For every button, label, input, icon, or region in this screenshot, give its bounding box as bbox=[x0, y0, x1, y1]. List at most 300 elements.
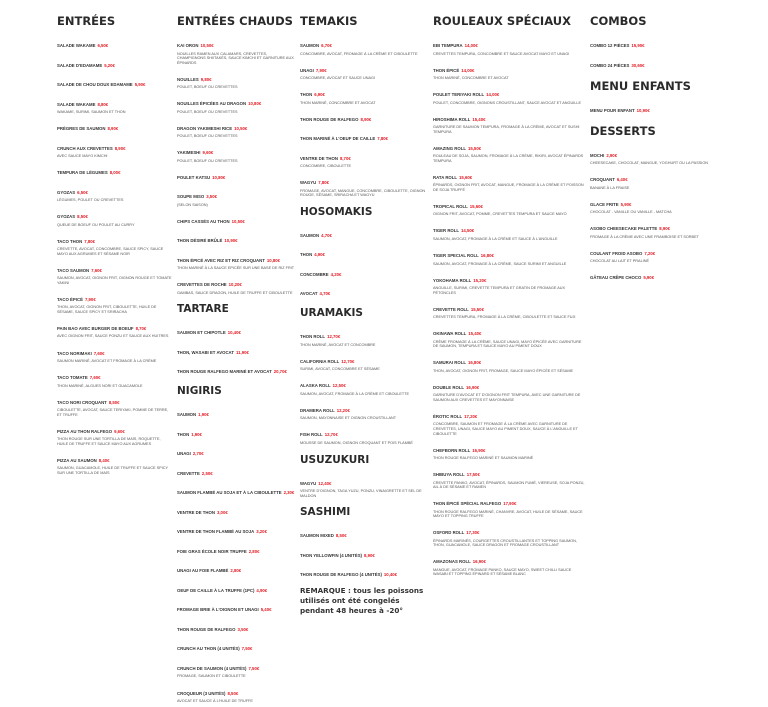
menu-item-description: CREVETTE PANKO, AVOCAT, ÉPINARDS, SAUMON FUMÉ, VIEREUSE, SOJA PONZU, AIL À DE SÉSAME ET RAMEN bbox=[433, 480, 585, 490]
menu-item bbox=[590, 145, 760, 166]
menu-item-line bbox=[433, 220, 585, 236]
menu-item bbox=[57, 74, 172, 90]
menu-item-price: 15,60€ bbox=[459, 174, 473, 180]
menu-item-description: GARNITURE DE SAUMON TEMPURA, FROMAGE À LA CRÈME, AVOCAT ET SUSHI TEMPURA bbox=[433, 125, 580, 134]
menu-column-4 bbox=[433, 14, 585, 581]
menu-item bbox=[433, 270, 585, 296]
menu-item-line bbox=[177, 482, 295, 498]
menu-item-description: GARNITURE D'AVOCAT ET D'OIGNON FRIT TEMPURA, AVEC UNE GARNITURE DE SAUMON AUX CREVETTES ET MAYONNAISE bbox=[433, 393, 581, 402]
menu-item-price: 10,50€ bbox=[231, 218, 245, 224]
menu-item bbox=[177, 599, 295, 615]
menu-item-line bbox=[300, 545, 428, 561]
menu-item bbox=[300, 326, 428, 347]
menu-item-price: 5,40€ bbox=[260, 607, 272, 613]
menu-item-description: FROMAGE, AVOCAT, MANGUE, CONCOMBRE, CIBOULETTE, OIGNON ROUGE, SÉSAME, SRIRACHA ET WAGYU bbox=[300, 188, 426, 198]
menu-item-price: 12,20€ bbox=[336, 407, 350, 413]
menu-item bbox=[300, 564, 428, 580]
section-desserts bbox=[590, 124, 760, 284]
section-entrees-chauds bbox=[177, 14, 295, 295]
menu-item-price: 10,40€ bbox=[383, 572, 398, 578]
menu-item-line bbox=[433, 167, 585, 183]
menu-item-price: 12,70€ bbox=[341, 358, 355, 364]
menu-item-price: 15,50€ bbox=[470, 306, 484, 312]
menu-item-price: 1,90€ bbox=[191, 431, 202, 437]
menu-item-name: CREVETTES DE ROCHE bbox=[177, 282, 227, 288]
menu-item-description: NOUILLES RAMEN AUX CALAMARS, CREVETTES, CHAMPIGNONS SHIITAKÉS, SAUCE KIMCHI ET GARNITURE AUX ÉPINARDS bbox=[177, 51, 294, 65]
menu-item-line bbox=[177, 230, 295, 246]
menu-item-line bbox=[57, 421, 172, 437]
menu-item bbox=[300, 545, 428, 561]
menu-item-name: TACO NORIMAKI bbox=[57, 350, 92, 356]
menu-item-line bbox=[177, 211, 295, 227]
menu-item-name: RATA ROLL bbox=[433, 174, 458, 180]
menu-item-price: 9,60€ bbox=[202, 150, 214, 156]
menu-item bbox=[177, 502, 295, 518]
menu-item-line bbox=[177, 322, 295, 338]
menu-item-price: 5,90€ bbox=[620, 201, 632, 207]
menu-item-description: SAUMON, AVOCAT, FROMAGE À LA CRÈME ET SAUCE À L'ANGUILLE bbox=[433, 236, 558, 241]
menu-item-description: ÉPINARDS MARINÉS, COURGETTES CROUSTILLANTES ET TOPPING SAUMON, THON, GUACAMOLE, SAUCE DRAGON ET FROMAGE CROUSTILLANT bbox=[433, 538, 577, 548]
menu-item-line bbox=[177, 361, 295, 377]
menu-item bbox=[57, 162, 172, 178]
menu-item-price: 7,80€ bbox=[377, 136, 389, 142]
menu-item bbox=[300, 525, 428, 541]
menu-item bbox=[57, 318, 172, 339]
menu-item-description: AVEC SAUCE MAYO KIMCHI bbox=[57, 154, 108, 159]
menu-item bbox=[57, 450, 172, 476]
menu-item bbox=[177, 250, 295, 271]
menu-item bbox=[177, 186, 295, 207]
menu-item-name: KAI ORON bbox=[177, 43, 199, 48]
menu-item-line bbox=[300, 351, 428, 367]
menu-item-description: THON ROUGE RALFEGO MARINÉ ET SAUMON MARINÉ bbox=[433, 456, 534, 461]
menu-item-description: GAMBAS, SAUCE DRAGON, HUILE DE TRUFFE ET CIBOULETTE bbox=[177, 290, 293, 295]
section-hosomakis bbox=[300, 206, 428, 300]
menu-item-price: 4,90€ bbox=[256, 587, 268, 593]
menu-item-name: NOUILLES bbox=[177, 76, 199, 82]
menu-item-line bbox=[177, 599, 295, 615]
menu-item-line bbox=[300, 128, 428, 144]
menu-item-price: 8,50€ bbox=[227, 690, 239, 696]
menu-item-name: SAUMON MIXED bbox=[300, 533, 334, 539]
menu-item-description: SAUMON, MAYONNAISE ET OIGNON CROUSTILLANT bbox=[300, 416, 397, 421]
menu-item-name: THON DÉSIRÉ BRÛLÉ bbox=[177, 238, 223, 244]
menu-item-line bbox=[590, 243, 760, 259]
menu-item bbox=[590, 194, 760, 215]
section-title: ROULEAUX SPÉCIAUX bbox=[433, 14, 571, 28]
menu-item-line bbox=[177, 683, 295, 699]
menu-item-price: 7,90€ bbox=[315, 67, 327, 73]
menu-item-line bbox=[300, 525, 428, 541]
menu-item-price: 10,50€ bbox=[200, 43, 214, 48]
menu-item bbox=[300, 424, 428, 445]
menu-item bbox=[57, 118, 172, 134]
menu-item-line bbox=[300, 326, 428, 342]
menu-item-price: 2,80€ bbox=[230, 568, 242, 574]
menu-item-line bbox=[177, 342, 295, 358]
menu-item bbox=[177, 521, 295, 537]
menu-item-price: 2,30€ bbox=[283, 490, 295, 496]
menu-item bbox=[177, 443, 295, 459]
menu-item-description: POULET, BOEUF OU CREVETTES bbox=[177, 85, 238, 90]
menu-item-line bbox=[300, 60, 428, 76]
menu-item-description: CIBOULETTE, AVOCAT, SAUCE TERIYAKI, POMME DE TERRE, ET TRUFFE bbox=[57, 408, 169, 417]
menu-item bbox=[57, 289, 172, 315]
section-menu-enfants bbox=[590, 79, 760, 116]
menu-item-price: 8,40€ bbox=[98, 457, 110, 463]
menu-item-name: ASOBO CHEESECAKE PALETTE bbox=[590, 226, 658, 232]
menu-item-name: ALASKA ROLL bbox=[300, 383, 331, 389]
menu-item-line bbox=[433, 270, 585, 286]
menu-item-description: THON ROUGE RALFEGO MARINÉ, CHANVRE, AVOCAT, HUILE DE SÉSAME, SAUCE MAYO ET TOPPING TRUFFE bbox=[433, 509, 583, 519]
menu-item-name: CROQUEUR (3 UNITÉS) bbox=[177, 690, 226, 696]
menu-item bbox=[433, 167, 585, 193]
section-tartare bbox=[177, 303, 295, 377]
menu-item-line bbox=[300, 473, 428, 489]
menu-item-line bbox=[433, 551, 585, 567]
menu-item bbox=[177, 167, 295, 183]
menu-item-line bbox=[57, 55, 172, 71]
menu-item-price: 15,50€ bbox=[467, 145, 482, 151]
menu-item-name: SALADE WAKAME bbox=[57, 101, 96, 107]
menu-item-line bbox=[177, 274, 295, 290]
menu-item bbox=[300, 172, 428, 198]
menu-item-name: TROPICAL ROLL bbox=[433, 203, 468, 209]
menu-item-name: FROMAGE BRIE À L'OIGNON ET UNAGI bbox=[177, 607, 259, 613]
menu-item-name: OKINAWA ROLL bbox=[433, 331, 467, 337]
menu-item-description: CONCOMBRE, SAUMON ET FROMAGE À LA CRÈME AVEC GARNITURE DE CREVETTES, UNAGI, SAUCE MAYO AU PIMENT DOUX, SAUCE À L'ANGUILLE ET CIBOULETTE bbox=[433, 422, 578, 436]
menu-item-price: 20,70€ bbox=[273, 369, 287, 375]
section-title: ENTRÉES bbox=[57, 14, 116, 28]
menu-item-description: CREVETTES TEMPURA, CONCOMBRE ET SAUCE AVOCAT MAYO ET UNAGI bbox=[433, 51, 570, 56]
menu-item bbox=[433, 60, 585, 81]
menu-item-line bbox=[57, 450, 172, 466]
menu-item-line bbox=[300, 424, 428, 440]
menu-item-line bbox=[177, 424, 295, 440]
menu-item-name: CROQUANT bbox=[590, 177, 615, 183]
menu-item-name: THON bbox=[300, 252, 313, 258]
section-sashimi bbox=[300, 506, 428, 580]
menu-item-name: DOUBLE ROLL bbox=[433, 384, 465, 390]
menu-item-price: 1,90€ bbox=[198, 412, 209, 418]
menu-item bbox=[177, 580, 295, 596]
menu-item-line bbox=[433, 35, 585, 51]
menu-item bbox=[300, 351, 428, 372]
menu-item-line bbox=[177, 658, 295, 674]
menu-item-price: 5,90€ bbox=[643, 275, 655, 281]
menu-item bbox=[177, 322, 295, 338]
menu-item-description: LÉGUMES, POULET OU CREVETTES bbox=[57, 198, 124, 203]
menu-item-name: YAKIMESHI bbox=[177, 150, 201, 156]
menu-item-price: 3,50€ bbox=[206, 194, 217, 200]
menu-item-name: SAUMON FLAMBÉ AU SOJA ET À LA CIBOULETTE bbox=[177, 490, 282, 496]
menu-item bbox=[433, 245, 585, 266]
menu-item-description: THON MARINÉ À LA SAUCE EPICÉE SUR UNE BASE DE RIZ FRIT bbox=[177, 266, 295, 271]
menu-item bbox=[300, 109, 428, 125]
menu-item-name: SAUMON bbox=[300, 232, 320, 238]
section-uramakis bbox=[300, 307, 428, 445]
menu-item-line bbox=[177, 142, 295, 158]
menu-item-price: 12,70€ bbox=[327, 334, 341, 340]
menu-item bbox=[177, 361, 295, 377]
menu-item-line bbox=[433, 493, 585, 509]
menu-item bbox=[433, 522, 585, 548]
menu-item-price: 16,90€ bbox=[472, 559, 486, 565]
menu-item-line bbox=[590, 55, 760, 71]
menu-item-name: HIROSHIMA ROLL bbox=[433, 116, 471, 122]
menu-item-description: POULET, BOEUF OU CREVETTES bbox=[177, 134, 238, 139]
menu-item bbox=[177, 683, 295, 704]
menu-item bbox=[57, 94, 172, 115]
menu-item-description: THON MARINÉ, ALGUES NORI ET GUACAMOLE bbox=[57, 383, 143, 388]
menu-item bbox=[177, 658, 295, 679]
menu-item-name: UNAGI bbox=[300, 67, 314, 73]
section-nigiris bbox=[177, 385, 295, 703]
menu-item-price: 2,70€ bbox=[192, 451, 204, 457]
menu-item-price: 8,00€ bbox=[109, 170, 121, 176]
menu-item-name: MOCHI bbox=[590, 152, 605, 158]
menu-item-line bbox=[433, 323, 585, 339]
menu-item bbox=[177, 211, 295, 227]
menu-item-price: 10,80€ bbox=[212, 174, 226, 180]
menu-item-price: 7,60€ bbox=[91, 267, 102, 273]
menu-item-line bbox=[433, 138, 585, 154]
menu-item bbox=[300, 35, 428, 56]
menu-item-description: MOUSSE DE SAUMON, OIGNON CROQUANT ET POIS FLAMBÉ bbox=[300, 440, 413, 445]
menu-item-name: TACO TOMATE bbox=[57, 375, 88, 381]
menu-item bbox=[177, 342, 295, 358]
section-entrees bbox=[57, 14, 172, 475]
menu-column-2 bbox=[177, 14, 295, 707]
menu-item-line bbox=[177, 619, 295, 635]
menu-item-line bbox=[300, 172, 428, 188]
menu-item-name: THON MARINÉ À L'OEUF DE CAILLE bbox=[300, 136, 376, 142]
menu-item-name: UNAGI AU FOIE FLAMBÉ bbox=[177, 568, 229, 574]
menu-item-price: 8,70€ bbox=[339, 155, 351, 161]
menu-item-name: THON ROUGE DE RALFEGO (4 UNITÉS) bbox=[300, 572, 382, 578]
menu-item-price: 10,50€ bbox=[234, 125, 248, 131]
section-title: USUZUKURI bbox=[300, 453, 370, 466]
menu-item-name: SAUMON ET CHIPOTLE bbox=[177, 330, 226, 336]
section-title: TARTARE bbox=[177, 303, 229, 316]
menu-item bbox=[300, 244, 428, 260]
menu-item-price: 12,50€ bbox=[332, 383, 346, 389]
menu-item-name: PAIN BAO AVEC BURGER DE BOEUF bbox=[57, 325, 134, 331]
menu-item-line bbox=[433, 377, 585, 393]
menu-item-price: 7,80€ bbox=[84, 238, 95, 244]
menu-item-name: TIGER SPECIAL ROLL bbox=[433, 253, 479, 259]
menu-item-price: 7,20€ bbox=[644, 250, 656, 256]
menu-item-name: SHIBUYA ROLL bbox=[433, 472, 465, 478]
menu-item bbox=[57, 367, 172, 388]
menu-item-name: YOKOHAMA ROLL bbox=[433, 277, 472, 283]
menu-item-price: 15,60€ bbox=[469, 203, 483, 209]
menu-item-name: WAGYU bbox=[300, 480, 317, 486]
menu-item-name: VENTRE DE THON bbox=[177, 509, 215, 515]
menu-item-name: CHEFBORN ROLL bbox=[433, 447, 471, 453]
menu-item-price: 8,50€ bbox=[77, 214, 88, 220]
menu-item-line bbox=[57, 162, 172, 178]
menu-item-price: 16,90€ bbox=[472, 447, 486, 453]
menu-item bbox=[177, 404, 295, 420]
menu-item-line bbox=[433, 440, 585, 456]
menu-item-line bbox=[177, 167, 295, 183]
menu-item-line bbox=[590, 169, 760, 185]
menu-item-name: CRUNCH AU THON (4 UNITÉS) bbox=[177, 646, 240, 652]
menu-item-name: THON ÉPICÉ SPÉCIAL RALFEGO bbox=[433, 501, 502, 507]
menu-item-name: GYOZAS bbox=[57, 189, 76, 195]
menu-item bbox=[177, 463, 295, 479]
menu-item-price: 6,70€ bbox=[321, 43, 332, 48]
menu-item-price: 8,70€ bbox=[135, 325, 147, 331]
menu-item-description: CREVETTE, AVOCAT, CONCOMBRE, SAUCE SPICY, SAUCE MAYO AUX AGRUMES ET SÉSAME NOIR bbox=[57, 247, 164, 256]
menu-item-price: 7,50€ bbox=[241, 646, 253, 652]
menu-item bbox=[177, 142, 295, 163]
menu-item-description: CHOCOLAT AU LAIT ET PRALINÉ bbox=[590, 259, 650, 264]
menu-item-price: 2,50€ bbox=[201, 470, 213, 476]
menu-item-line bbox=[590, 145, 760, 161]
menu-item bbox=[433, 551, 585, 577]
menu-item bbox=[57, 138, 172, 159]
menu-column-1 bbox=[57, 14, 172, 479]
menu-item-name: SALADE D'EDAMAME bbox=[57, 62, 103, 68]
menu-item bbox=[177, 69, 295, 90]
menu-item bbox=[590, 169, 760, 190]
menu-item-description: POULET, CONCOMBRE, OIGNONS CROUSTILLANT, SAUCE AVOCAT ET ANGUILLE bbox=[433, 100, 582, 105]
menu-item-name: OEUF DE CAILLE À LA TRUFFE (1PC) bbox=[177, 587, 255, 593]
menu-item-price: 30,60€ bbox=[631, 62, 645, 68]
section-temakis bbox=[300, 14, 428, 198]
menu-item bbox=[433, 138, 585, 164]
menu-item-name: CHIPS CASSÉS AU THON bbox=[177, 218, 230, 224]
menu-item-name: PRÉGRES DE SAUMON bbox=[57, 126, 106, 132]
menu-item-name: PIZZA AU THON RALFEGO bbox=[57, 428, 113, 434]
menu-item-price: 5,20€ bbox=[104, 62, 115, 68]
menu-item bbox=[433, 323, 585, 349]
menu-item-name: SAUMON bbox=[300, 43, 320, 48]
menu-item-name: POULET TERIYAKI ROLL bbox=[433, 92, 485, 98]
menu-item-name: TACO NORI CROQUANT bbox=[57, 399, 107, 405]
menu-item-description: FROMAGE, SAUMON ET CIBOULETTE bbox=[177, 674, 246, 679]
menu-item-price: 2,80€ bbox=[248, 548, 260, 554]
menu-item-price: 7,60€ bbox=[89, 375, 101, 381]
menu-item-line bbox=[433, 352, 585, 368]
menu-item-line bbox=[177, 443, 295, 459]
menu-item-name: SAUMON bbox=[177, 412, 197, 418]
menu-item bbox=[57, 206, 172, 227]
menu-item-line bbox=[177, 521, 295, 537]
menu-item-name: CRUNCH DE SAUMON (4 UNITÉS) bbox=[177, 665, 247, 671]
menu-item-name: THON ÉPICÉ AVEC RIZ ET RIZ CROQUANT bbox=[177, 257, 265, 263]
menu-item bbox=[300, 283, 428, 299]
menu-item-line bbox=[590, 267, 760, 283]
menu-item-description: THON, AVOCAT, OIGNON FRIT, FROMAGE, SAUCE MAYO ÉPICÉE ET SÉSAME bbox=[433, 368, 574, 373]
menu-item-line bbox=[177, 35, 295, 51]
menu-item bbox=[433, 220, 585, 241]
menu-item bbox=[57, 343, 172, 364]
menu-item-description: WAKAME, SURIMI, SAUMON ET THON bbox=[57, 110, 126, 114]
menu-item-description: CONCOMBRE, CIBOULETTE bbox=[300, 164, 352, 169]
menu-item-price: 6,40€ bbox=[616, 177, 628, 183]
menu-item-name: TACO ÉPICÉ bbox=[57, 296, 83, 302]
menu-item-price: 10,90€ bbox=[224, 238, 238, 244]
menu-item-price: 16,80€ bbox=[480, 253, 494, 259]
menu-item-name: THON ROUGE DE RALFEGO bbox=[177, 626, 236, 632]
menu-item-price: 15,20€ bbox=[473, 277, 487, 283]
menu-item bbox=[177, 619, 295, 635]
menu-item-name: EBI TEMPURA bbox=[433, 43, 463, 48]
menu-item-description: VENTRE D'OIGNON, TAGA YUZU, PONZU, VINAIGRETTE ET SEL DE MALDON bbox=[300, 489, 422, 498]
frozen-fish-note: REMARQUE : tous les poissons utilisés ont été congelés pendant 48 heures à -20° bbox=[300, 586, 424, 615]
menu-item-line bbox=[177, 560, 295, 576]
menu-item-name: TACO SAUMON bbox=[57, 267, 90, 273]
menu-item-line bbox=[57, 118, 172, 134]
menu-item-line bbox=[177, 93, 295, 109]
menu-item-description: MANGUE, AVOCAT, FROMAGE PANKO, SAUCE MAYO, SWEET CHILLI SAUCE WASABI ET TOPPING ÉPINARD ET SÉSAME BLANC bbox=[433, 567, 572, 577]
menu-item-description: AVEC OIGNON FRIT, SAUCE PONZU ET SAUCE AUX HUITRES bbox=[57, 334, 169, 339]
menu-item-line bbox=[433, 299, 585, 315]
menu-item-name: TEMPURA DE LÉGUMES bbox=[57, 170, 108, 176]
menu-item-line bbox=[57, 343, 172, 359]
menu-item-line bbox=[57, 392, 172, 408]
menu-item-line bbox=[590, 35, 760, 51]
menu-item-name: COMBO 12 PIÈCES bbox=[590, 43, 630, 48]
menu-item-line bbox=[177, 186, 295, 202]
menu-item-line bbox=[300, 35, 428, 51]
menu-item-description: QUEUE DE BOEUF OU POULET AU CURRY bbox=[57, 222, 135, 227]
menu-item-name: THON ÉPICÉ bbox=[433, 67, 460, 73]
menu-item-name: FOIE GRAS ÉCOLE NOIR TRUFFE bbox=[177, 548, 247, 554]
menu-item-price: 8,90€ bbox=[114, 145, 126, 151]
menu-item bbox=[590, 100, 760, 116]
menu-item-line bbox=[300, 400, 428, 416]
menu-item-name: NOUILLES ÉPICÉES AU DRAGON bbox=[177, 101, 247, 107]
menu-item bbox=[590, 55, 760, 71]
menu-item-description: POULET, BOEUF OU CREVETTES bbox=[177, 158, 238, 163]
menu-item-name: CONCOMBRE bbox=[300, 271, 329, 277]
menu-item-price: 5,90€ bbox=[134, 82, 146, 87]
menu-item-price: 16,80€ bbox=[467, 360, 482, 366]
menu-item-line bbox=[177, 69, 295, 85]
menu-item-description: THON, AVOCAT, OIGNON FRIT, CIBOULETTE, HUILE DE SÉSAME, SAUCE SPICY ET SRIRACHA bbox=[57, 305, 157, 314]
menu-item bbox=[300, 148, 428, 169]
menu-item-name: PIZZA AU SAUMON bbox=[57, 457, 97, 463]
section-title: URAMAKIS bbox=[300, 307, 363, 320]
menu-item-name: TACO THON bbox=[57, 238, 83, 244]
menu-item-price: 15,40€ bbox=[472, 116, 486, 122]
menu-item-price: 17,20€ bbox=[464, 413, 478, 419]
menu-item-price: 15,40€ bbox=[468, 331, 482, 337]
menu-item bbox=[433, 493, 585, 519]
menu-item-price: 4,70€ bbox=[321, 232, 332, 238]
menu-item bbox=[57, 392, 172, 418]
menu-item-price: 11,90€ bbox=[235, 349, 249, 355]
menu-item-description: ÉPINARDS, OIGNON FRIT, AVOCAT, MANGUE, FROMAGE À LA CRÈME ET POISSON DE SOJA TRUFFÉ bbox=[433, 183, 584, 192]
menu-item-name: COULANT FROID ASOBO bbox=[590, 250, 643, 256]
menu-item-price: 14,00€ bbox=[486, 92, 500, 98]
menu-item-price: 7,80€ bbox=[318, 180, 329, 186]
menu-item-line bbox=[57, 138, 172, 154]
menu-item-line bbox=[177, 580, 295, 596]
menu-item-name: OSFORD ROLL bbox=[433, 530, 465, 536]
menu-item bbox=[433, 352, 585, 373]
menu-item-name: VENTRE DE THON FLAMBÉ AU SOJA bbox=[177, 529, 255, 535]
menu-item-line bbox=[177, 118, 295, 134]
menu-item bbox=[300, 128, 428, 144]
menu-item bbox=[57, 182, 172, 203]
menu-item-description: ROULEAU DE SOJA, SAUMON, FROMAGE À LA CRÈME, RIKIRI, AVOCAT ÉPINARDS TEMPURA bbox=[433, 154, 584, 163]
menu-item-name: THON ROUGE RALFEGO MARINÉ ET AVOCAT bbox=[177, 369, 272, 375]
